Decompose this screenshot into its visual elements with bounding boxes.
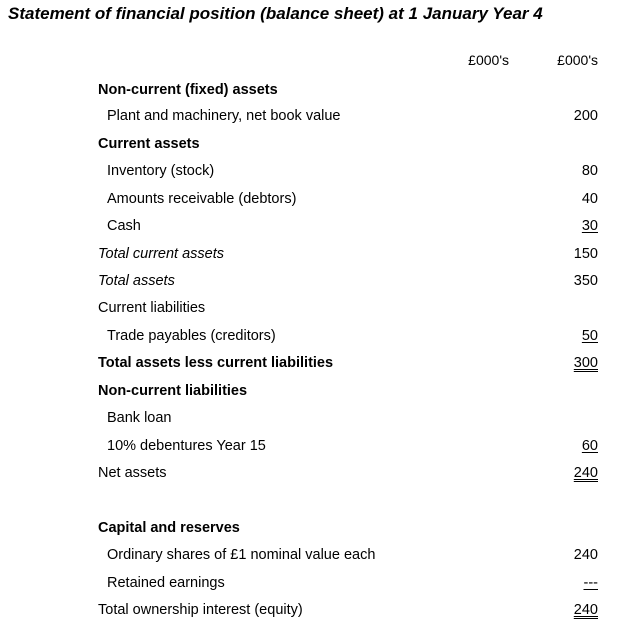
row-label: Cash (107, 218, 141, 234)
row-value: 350 (573, 273, 598, 289)
row-label: Net assets (98, 465, 167, 481)
table-row (0, 80, 622, 100)
statement-title: Statement of financial position (balance sheet) at 1 January Year 4 (8, 4, 543, 23)
row-value: 300 (573, 355, 598, 371)
table-row (0, 573, 622, 593)
row-value: 50 (581, 328, 598, 344)
table-row (0, 353, 622, 373)
table-row (0, 106, 622, 126)
row-value: --- (583, 575, 598, 591)
row-label: Non-current (fixed) assets (98, 82, 278, 98)
row-label: Total current assets (98, 246, 224, 262)
table-row (0, 545, 622, 565)
table-row (0, 326, 622, 346)
row-label: Trade payables (creditors) (107, 328, 276, 344)
row-label: Plant and machinery, net book value (107, 108, 341, 124)
row-label: Total assets less current liabilities (98, 355, 334, 371)
table-row (0, 408, 622, 428)
row-label: Total ownership interest (equity) (98, 602, 303, 618)
table-row (0, 134, 622, 154)
table-row (0, 518, 622, 538)
row-value: 60 (581, 438, 598, 454)
row-value: 240 (573, 547, 598, 563)
row-value: 30 (581, 218, 598, 234)
table-row (0, 436, 622, 456)
row-value: 150 (573, 246, 598, 262)
table-row (0, 298, 622, 318)
row-label: Amounts receivable (debtors) (107, 191, 297, 207)
row-label: Retained earnings (107, 575, 225, 591)
row-label: Ordinary shares of £1 nominal value each (107, 547, 376, 563)
row-label: Capital and reserves (98, 520, 240, 536)
row-label: Inventory (stock) (107, 163, 215, 179)
column-header-1: £000's (468, 52, 509, 68)
table-row (0, 244, 622, 264)
column-header-2: £000's (557, 52, 598, 68)
row-label: Bank loan (107, 410, 172, 426)
row-value: 200 (573, 108, 598, 124)
row-label: Non-current liabilities (98, 383, 248, 399)
row-label: Current liabilities (98, 300, 206, 316)
table-row (0, 600, 622, 620)
table-row (0, 216, 622, 236)
table-row (0, 161, 622, 181)
table-row (0, 381, 622, 401)
table-row (0, 463, 622, 483)
row-value: 240 (573, 602, 598, 618)
row-value: 40 (581, 191, 598, 207)
table-row (0, 271, 622, 291)
row-value: 80 (581, 163, 598, 179)
row-label: Total assets (98, 273, 175, 289)
row-label: Current assets (98, 136, 200, 152)
row-label: 10% debentures Year 15 (107, 438, 266, 454)
row-value: 240 (573, 465, 598, 481)
table-row (0, 189, 622, 209)
